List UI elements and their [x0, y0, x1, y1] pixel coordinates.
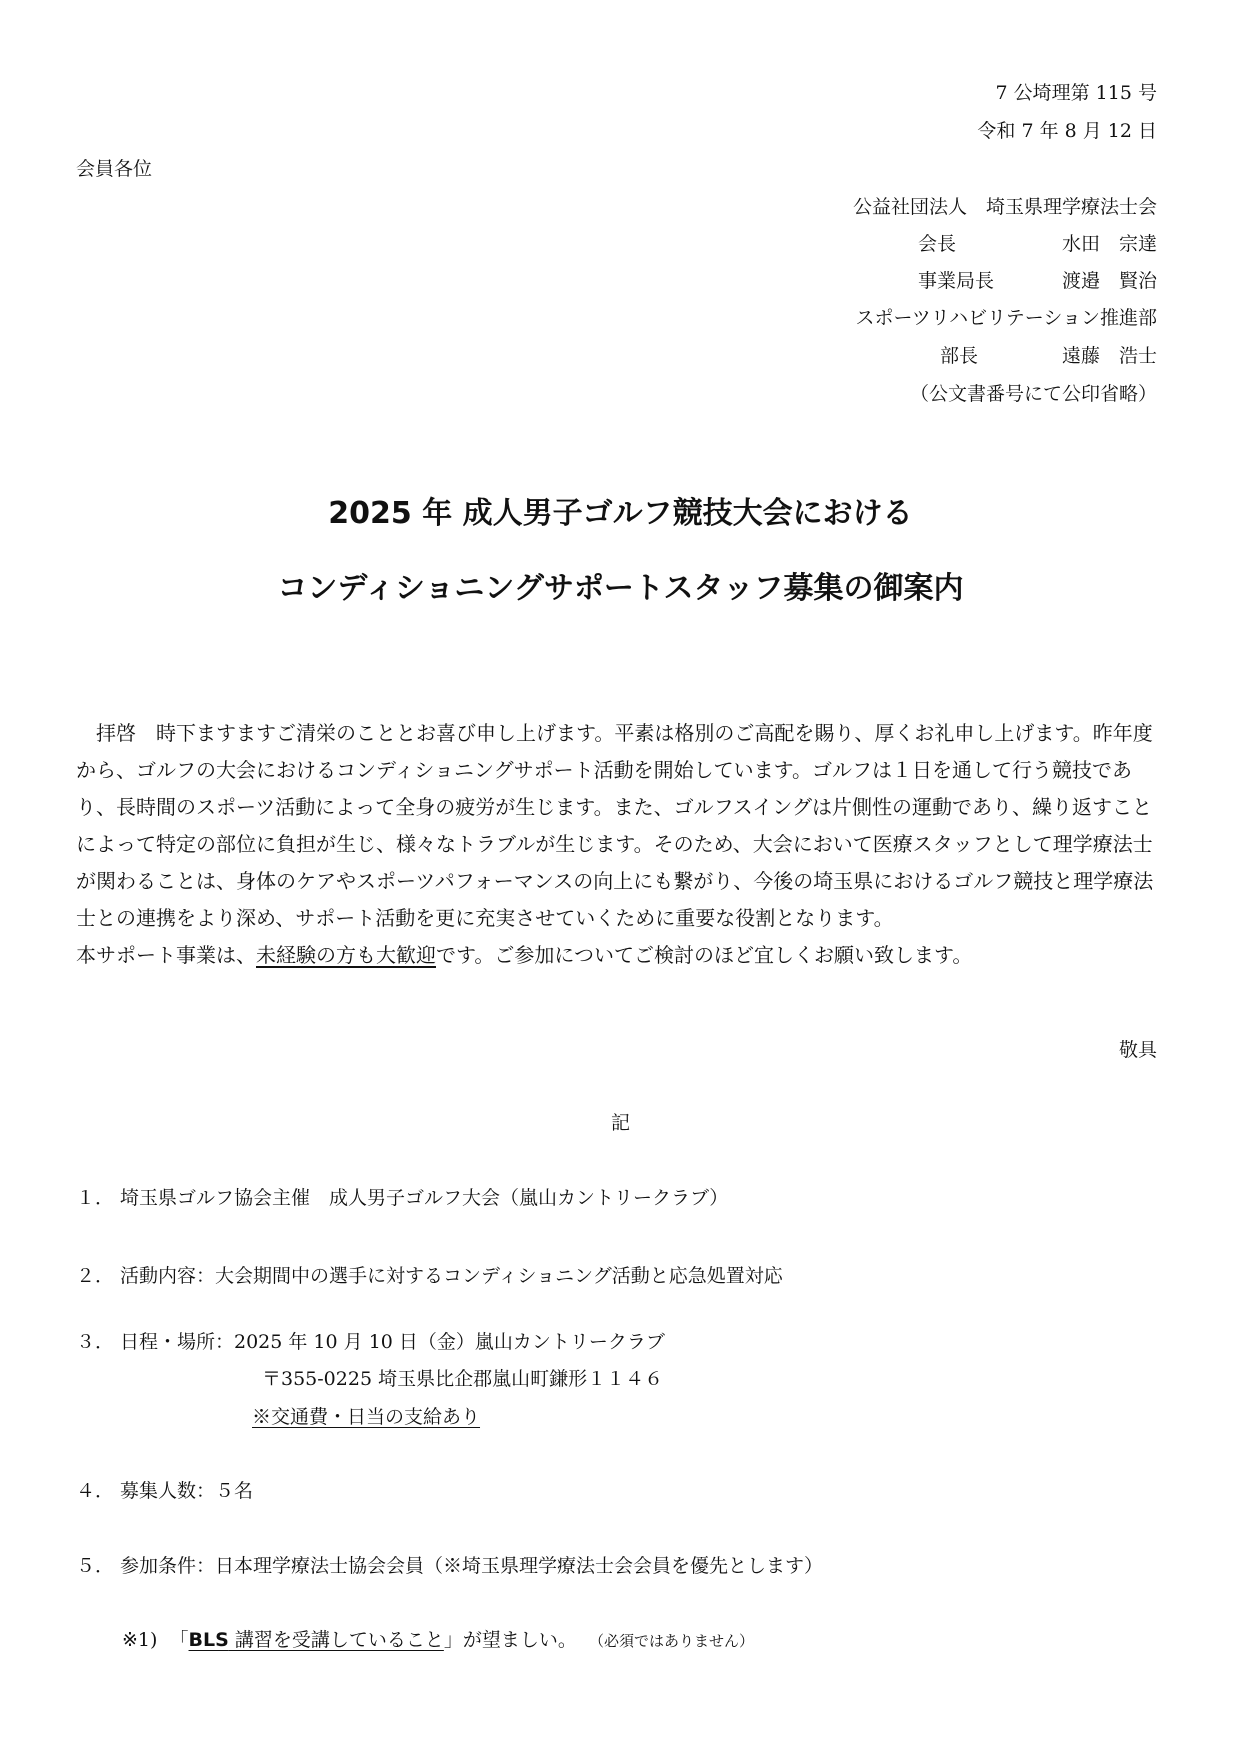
item-number: ５． — [76, 1555, 115, 1577]
list-item-1 — [76, 1185, 728, 1211]
footnote — [122, 1627, 754, 1654]
item-number: ２． — [76, 1265, 115, 1287]
footnote-optional-note: （必須ではありません） — [588, 1632, 754, 1650]
item-number: ３． — [76, 1331, 115, 1353]
item-3-note: ※交通費・日当の支給あり — [252, 1406, 481, 1428]
president-name: 水田 宗達 — [1061, 233, 1157, 255]
footnote-open: 「 — [169, 1629, 189, 1651]
doc-title-line2: コンディショニングサポートスタッフ募集の御案内 — [277, 571, 964, 606]
body-text — [76, 715, 1166, 974]
item-number: ４． — [76, 1480, 115, 1502]
secretary-title: 事業局長 — [918, 270, 995, 292]
list-item-5 — [76, 1553, 823, 1579]
body-paragraph-1: 拝啓 時下ますますご清栄のこととお喜び申し上げます。平素は格別のご高配を賜り、厚くお礼申し上げます。昨年度から、ゴルフの大会におけるコンディショニングサポート活動を開始しています。ゴルフは１日を通して行う競技であり、長時間のスポーツ活動によって全身の疲労が生じます。また、ゴルフスイングは片側性の運動であり、繰り返すことによって特定の部位に負担が生じ、様々なトラブルが生じます。そのため、大会において医療スタッフとして理学療法士が関わることは、身体のケアやスポーツパフォーマンスの向上にも繋がり、今後の埼玉県におけるゴルフ競技と理学療法士との連携をより深め、サポート活動を更に充実させていくために重要な役割となります。 — [76, 721, 1154, 930]
list-item-4 — [76, 1478, 253, 1504]
list-item-3 — [76, 1329, 665, 1355]
item-text: 募集人数：５名 — [120, 1480, 254, 1502]
footnote-mark: ※1) — [122, 1629, 158, 1651]
doc-number: 7 公埼理第 115 号 — [995, 82, 1157, 104]
item-text: 参加条件：日本理学療法士協会会員（※埼玉県理学療法士会会員を優先とします） — [120, 1555, 824, 1577]
item-text: 埼玉県ゴルフ協会主催 成人男子ゴルフ大会（嵐山カントリークラブ） — [120, 1187, 729, 1209]
footnote-requirement — [189, 1629, 444, 1651]
closing-text: 敬具 — [1118, 1039, 1157, 1061]
footnote-requirement-rest: 講習を受講していること — [228, 1629, 444, 1651]
item-3-address: 〒355-0225 埼玉県比企郡嵐山町鎌形１１４６ — [262, 1368, 664, 1390]
sender-dept: スポーツリハビリテーション推進部 — [855, 307, 1157, 329]
addressee: 会員各位 — [76, 158, 153, 180]
body-paragraph-2 — [76, 937, 1166, 974]
item-text: 日程・場所：2025 年 10 月 10 日（金）嵐山カントリークラブ — [120, 1331, 665, 1353]
head-name: 遠藤 浩士 — [1061, 345, 1157, 367]
doc-title-line1: 2025 年 成人男子ゴルフ競技大会における — [328, 496, 913, 531]
item-number: １． — [76, 1187, 115, 1209]
body-p2-before: 本サポート事業は、 — [76, 943, 256, 967]
footnote-close: 」が望ましい。 — [443, 1629, 577, 1651]
body-p2-after: です。ご参加についてご検討のほど宜しくお願い致します。 — [436, 943, 973, 967]
ki-heading: 記 — [610, 1112, 630, 1134]
secretary-name: 渡邉 賢治 — [1061, 270, 1157, 292]
footnote-bls: BLS — [188, 1629, 229, 1651]
doc-date: 令和 7 年 8 月 12 日 — [977, 120, 1157, 142]
seal-note: （公文書番号にて公印省略） — [909, 383, 1157, 405]
sender-org: 公益社団法人 埼玉県理学療法士会 — [852, 196, 1157, 218]
president-title: 会長 — [918, 233, 957, 255]
head-title: 部長 — [940, 345, 979, 367]
item-text: 活動内容：大会期間中の選手に対するコンディショニング活動と応急処置対応 — [120, 1265, 783, 1287]
list-item-2 — [76, 1263, 783, 1289]
body-p2-underlined: 未経験の方も大歓迎 — [256, 943, 436, 967]
